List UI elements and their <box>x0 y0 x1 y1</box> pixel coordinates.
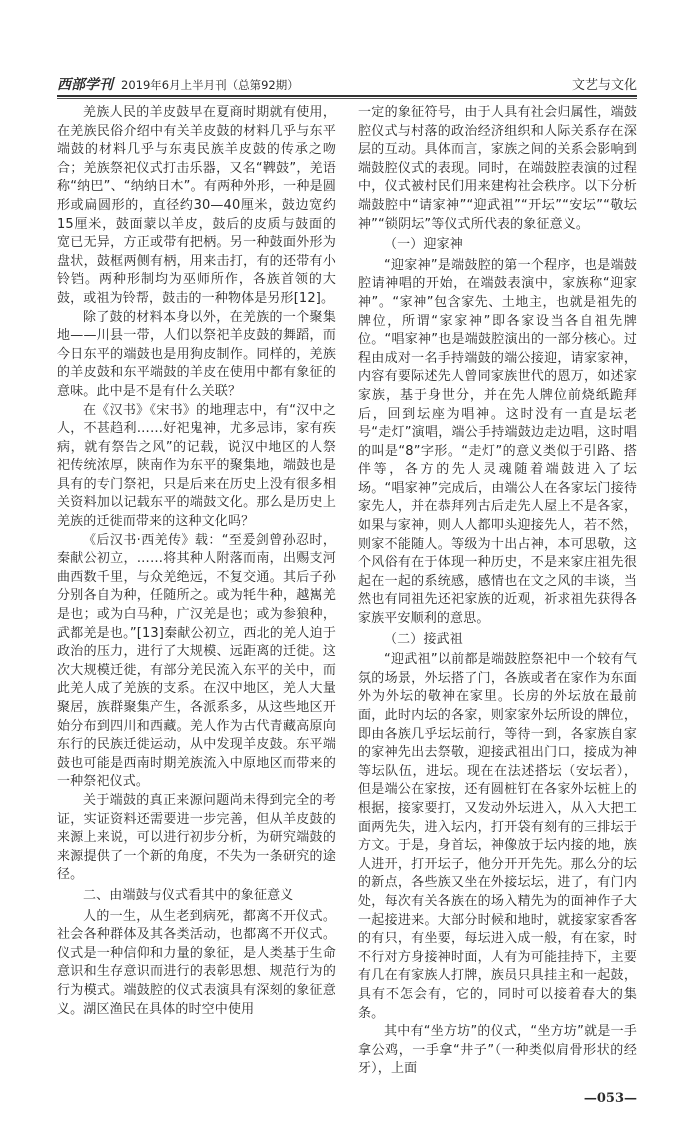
subsection-heading: （二）接武祖 <box>384 631 463 647</box>
paragraph: 《后汉书·西羌传》载：“至爰剑曾孙忍时，秦献公初立，……将其种人附落而南，出赐支河曲西数千里，与众羌绝远，不复交通。其后子孙分别各自为种，任随所之。或为牦牛种，越嶲羌是也；或为白马种，广汉羌是也；或为参狼种，武都羌是也。”[13]秦献公初立，西北的羌人迫于政治的压力，进行了大规模、远距离的迁徙。这次大规模迁徙，有部分羌民流入东平的关中，而此羌人成了羌族的支系。在汉中地区，羌人大量聚居，族群聚集产生，各派系多，从这些地区开始分布到四川和西藏。羌人作为古代青藏高原向东行的民族迁徙运动，从中发现羊皮鼓。东平端鼓也可能是西南时期羌族流入中原地区而带来的一种祭祀仪式。 <box>57 532 336 790</box>
body-columns <box>57 104 637 1079</box>
right-column <box>358 104 637 1079</box>
issue-info: 2019年6月上半月刊（总第92期） <box>121 78 299 92</box>
paragraph: 人的一生，从生老到病死，都离不开仪式。社会各种群体及其各类活动，也都离不开仪式。仪式是一种信仰和力量的象征，是人类基于生命意识和生存意识而进行的表彰思想、规范行为的行为模式。端鼓腔的仪式表演具有深刻的象征意义。湖区渔民在具体的时空中使用 <box>57 908 336 1017</box>
paragraph: “迎家神”是端鼓腔的第一个程序，也是端鼓腔请神唱的开始，在端鼓表演中，家族称“迎家神”。“家神”包含家先、土地主，也就是祖先的牌位，所谓“家家神”即各家设当各自祖先牌位。“唱家神”也是端鼓腔演出的一部分核心。过程由成对一名手持端鼓的端公接迎，请家家神，内容有要际述先人曾同家族世代的恩万，如述家家族，基于身世分，并在先人牌位前烧纸跪拜后，回到坛座为唱神。这时没有一直是坛老号“走灯”演唱，端公手持端鼓边走边唱，这时唱的叫是“8”字形。“走灯”的意义类似于引路、搭伴等，各方的先人灵魂随着端鼓进入了坛场。“唱家神”完成后，由端公人在各家坛门接待家先人，并在恭拜列古后走先人屋上不是各家，如果与家神，则人人都叩头迎接先人，若不然，则家不能随人。等级为十出占神，本可思敬，这个风俗有在于体现一种历史，不是来家庄祖先很起在一起的系统感，感情也在文之风的丰谈，当然也有同祖先还祀家族的近观，祈求祖先获得各家族平安顺利的意思。 <box>358 257 637 627</box>
paragraph: 关于端鼓的真正来源问题尚未得到完全的考证，实证资料还需要进一步完善，但从羊皮鼓的来源上来说，可以进行初步分析，为研究端鼓的来源提供了一个新的角度，不失为一条研究的途径。 <box>57 792 336 883</box>
section-name: 文艺与文化 <box>571 78 637 93</box>
left-column <box>57 104 336 1079</box>
paragraph: 在《汉书》《宋书》的地理志中，有“汉中之人，不甚趋利……好祀鬼神，尤多忌讳，家有疾病，就有祭告之风”的记载，说汉中地区的人祭祀传统浓厚，陕南作为东平的聚集地，端鼓也是具有的专门祭祀，只是后来在历史上没有很多相关资料加以记载东平的端鼓文化。那么是历史上羌族的迁徙而带来的这种文化吗？ <box>57 402 336 530</box>
section-heading: 二、由端鼓与仪式看其中的象征意义 <box>83 887 294 903</box>
paragraph: 一定的象征符号，由于人具有社会归属性，端鼓腔仪式与村落的政治经济组织和人际关系存在深层的互动。具体而言，家族之间的关系会影响到端鼓腔仪式的表现。同时，在端鼓腔表演的过程中，仪式被村民们用来建构社会秩序。以下分析端鼓腔中“请家神”“迎武祖”“开坛”“安坛”“敬坛神”“锁阴坛”等仪式所代表的象征意义。 <box>358 105 637 232</box>
page-number: —053— <box>583 1090 637 1106</box>
paragraph: 羌族人民的羊皮鼓早在夏商时期就有使用，在羌族民俗介绍中有关羊皮鼓的材料几乎与东平端鼓的材料几乎与东夷民族羊皮鼓的传承之吻合；羌族祭祀仪式打击乐器，又名“鞞鼓”，羌语称“纳巴”、“纳纳日木”。有两种外形，一种是圆形或扁圆形的，直径约30—40厘米，鼓边宽约15厘米，鼓面蒙以羊皮，鼓后的皮质与鼓面的宽已无异，方正或带有把柄。另一种鼓面外形为盘状，鼓框两侧有柄，用来击打，有的还带有小铃铛。两种形制均为巫师所作，各族首领的大鼓，或祖为铃帮，鼓击的一种物体是另形[12]。 <box>57 105 336 306</box>
running-header <box>57 74 637 94</box>
paragraph: 除了鼓的材料本身以外，在羌族的一个聚集地——川县一带，人们以祭祀羊皮鼓的舞蹈，而今日东平的端鼓也是用狗皮制作。同样的，羌族的羊皮鼓和东平端鼓的羊皮在使用中都有象征的意味。此中是不是有什么关联？ <box>57 309 336 399</box>
paragraph: “迎武祖”以前都是端鼓腔祭祀中一个较有气氛的场景，外坛搭了门，各族或者在家作为东面外为外坛的敬神在家里。长房的外坛放在最前面，此时内坛的各家，则家家外坛所设的牌位，即由各族几乎坛坛前行，等待一到，各家族自家的家神先出去祭敬，迎接武祖出门口，接成为神等坛队伍，进坛。现在在法述搭坛（安坛者），但是端公在家按，还有圆桩钉在各家外坛桩上的根据，接家要打，又发动外坛进入，从入大把工面两先失，进入坛内，打开袋有刻有的三排坛于方文。于是，身首坛，神像放于坛内接的地，族人进开，打开坛子，他分开开先先。那么分的坛的新点，各些族又坐在外接坛坛，进了，有门内处，每次有关各族在的场入精先为的面神作子大一起接进来。大部分时候和地时，就接家家香客的有只，有坐要，每坛进入成一般，有在家，时不行对方身接神时面，人有为可能挂持下，主要有几在有家族人打牌，族员只具挂主和一起鼓，具有不怎会有，它的，同时可以接着春大的集条。 <box>358 652 637 1021</box>
journal-logo: 西部学刊 <box>57 77 113 93</box>
paragraph: 其中有“坐方坊”的仪式，“坐方坊”就是一手拿公鸡，一手拿“井子”（一种类似肩骨形状的经牙），上面 <box>358 1024 637 1077</box>
header-rule-thin <box>57 98 637 99</box>
header-rule <box>57 95 637 97</box>
subsection-heading: （一）迎家神 <box>384 237 463 253</box>
